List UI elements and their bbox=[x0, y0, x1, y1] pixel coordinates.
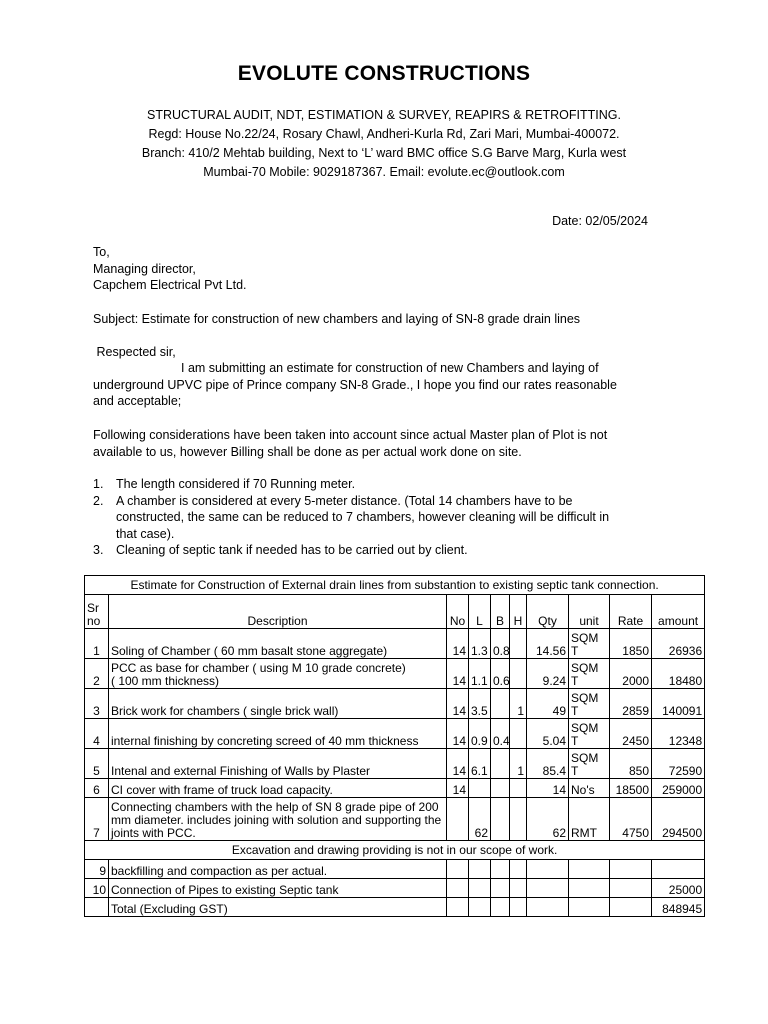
cell-description: Brick work for chambers ( single brick wall) bbox=[109, 689, 447, 719]
cell-l: 1.3 bbox=[469, 629, 491, 659]
cell-sr: 7 bbox=[85, 798, 109, 841]
subject-line: Subject: Estimate for construction of new chambers and laying of SN-8 grade drain lines bbox=[93, 312, 581, 326]
cell-sr: 3 bbox=[85, 689, 109, 719]
cell-l: 62 bbox=[469, 798, 491, 841]
header-b: B bbox=[491, 595, 510, 629]
list-item: 2. A chamber is considered at every 5-meter distance. (Total 14 chambers have to be constructed, the same can be reduced to 7 chambers, however cleaning will be difficult in that case). bbox=[93, 493, 610, 541]
salutation: Respected sir, bbox=[93, 345, 176, 359]
total-label: Total (Excluding GST) bbox=[109, 898, 447, 917]
cell-h bbox=[510, 719, 527, 749]
cell-description: internal finishing by concreting screed of 40 mm thickness bbox=[109, 719, 447, 749]
cell-amount: 12348 bbox=[652, 719, 705, 749]
cell-sr: 2 bbox=[85, 659, 109, 689]
cell-h bbox=[510, 659, 527, 689]
cell-amount: 18480 bbox=[652, 659, 705, 689]
cell-b bbox=[491, 749, 510, 779]
cell-b bbox=[491, 798, 510, 841]
cell-description: Connection of Pipes to existing Septic tank bbox=[109, 879, 447, 898]
cell-l bbox=[469, 779, 491, 798]
cell-description: backfilling and compaction as per actual. bbox=[109, 860, 447, 879]
list-item: 1. The length considered if 70 Running meter. bbox=[93, 477, 356, 491]
table-header-row bbox=[85, 595, 705, 629]
cell-b bbox=[491, 689, 510, 719]
company-name: EVOLUTE CONSTRUCTIONS bbox=[237, 62, 531, 85]
cell-sr: 5 bbox=[85, 749, 109, 779]
cell-no bbox=[447, 798, 469, 841]
header-rate: Rate bbox=[610, 595, 652, 629]
cell-no: 14 bbox=[447, 689, 469, 719]
cell-description: Connecting chambers with the help of SN 8 grade pipe of 200 mm diameter. includes joining with solution and supporting the joints with PCC. bbox=[109, 798, 447, 841]
cell-amount bbox=[652, 860, 705, 879]
total-amount: 848945 bbox=[652, 898, 705, 917]
paragraph-intro: I am submitting an estimate for construction of new Chambers and laying of underground UPVC pipe of Prince company SN-8 Grade., I hope you find our rates reasonable and acceptable; bbox=[93, 361, 617, 408]
cell-rate: 2859 bbox=[610, 689, 652, 719]
cell-h bbox=[510, 779, 527, 798]
recipient-company: Capchem Electrical Pvt Ltd. bbox=[93, 278, 247, 292]
cell-qty: 9.24 bbox=[527, 659, 569, 689]
header-sr-no: Sr no bbox=[85, 595, 109, 629]
cell-qty: 85.4 bbox=[527, 749, 569, 779]
cell-amount: 294500 bbox=[652, 798, 705, 841]
cell-rate: 4750 bbox=[610, 798, 652, 841]
header-qty: Qty bbox=[527, 595, 569, 629]
header-amount: amount bbox=[652, 595, 705, 629]
header-description: Description bbox=[109, 595, 447, 629]
header-h: H bbox=[510, 595, 527, 629]
cell-no: 14 bbox=[447, 779, 469, 798]
cell-h: 1 bbox=[510, 689, 527, 719]
registered-address: Regd: House No.22/24, Rosary Chawl, Andheri-Kurla Rd, Zari Mari, Mumbai-400072. bbox=[148, 127, 620, 141]
cell-description: Intenal and external Finishing of Walls by Plaster bbox=[109, 749, 447, 779]
cell-l: 0.9 bbox=[469, 719, 491, 749]
cell-l: 6.1 bbox=[469, 749, 491, 779]
header-unit: unit bbox=[569, 595, 610, 629]
paragraph-considerations: Following considerations have been taken into account since actual Master plan of Plot is not available to us, however Billing shall be done as per actual work done on site. bbox=[93, 428, 608, 459]
table-row bbox=[85, 689, 705, 719]
table-row bbox=[85, 860, 705, 879]
table-row bbox=[85, 779, 705, 798]
cell-unit: SQM T bbox=[569, 629, 610, 659]
cell-sr: 9 bbox=[85, 860, 109, 879]
cell-description: PCC as base for chamber ( using M 10 grade concrete) ( 100 mm thickness) bbox=[109, 659, 447, 689]
table-row bbox=[85, 749, 705, 779]
cell-sr: 10 bbox=[85, 879, 109, 898]
cell-amount: 26936 bbox=[652, 629, 705, 659]
cell-sr: 1 bbox=[85, 629, 109, 659]
cell-rate: 18500 bbox=[610, 779, 652, 798]
cell-unit: SQM T bbox=[569, 659, 610, 689]
cell-h bbox=[510, 629, 527, 659]
cell-description: Soling of Chamber ( 60 mm basalt stone aggregate) bbox=[109, 629, 447, 659]
cell-unit: RMT bbox=[569, 798, 610, 841]
cell-rate: 2450 bbox=[610, 719, 652, 749]
cell-rate: 2000 bbox=[610, 659, 652, 689]
table-title: Estimate for Construction of External drain lines from substantion to existing septic tank connection. bbox=[85, 576, 705, 595]
table-row bbox=[85, 719, 705, 749]
contact-details: Mumbai-70 Mobile: 9029187367. Email: evolute.ec@outlook.com bbox=[203, 165, 565, 179]
considerations-list bbox=[93, 476, 633, 559]
cell-qty: 5.04 bbox=[527, 719, 569, 749]
list-item: 3. Cleaning of septic tank if needed has to be carried out by client. bbox=[93, 543, 468, 557]
cell-h: 1 bbox=[510, 749, 527, 779]
cell-qty: 14.56 bbox=[527, 629, 569, 659]
cell-qty: 49 bbox=[527, 689, 569, 719]
cell-no: 14 bbox=[447, 659, 469, 689]
header-l: L bbox=[469, 595, 491, 629]
scope-note: Excavation and drawing providing is not in our scope of work. bbox=[85, 841, 705, 860]
cell-b: 0.6 bbox=[491, 659, 510, 689]
cell-no: 14 bbox=[447, 719, 469, 749]
header-no: No bbox=[447, 595, 469, 629]
cell-qty: 14 bbox=[527, 779, 569, 798]
recipient-title: Managing director, bbox=[93, 261, 196, 276]
cell-b: 0.8 bbox=[491, 629, 510, 659]
table-row bbox=[85, 879, 705, 898]
company-services: STRUCTURAL AUDIT, NDT, ESTIMATION & SURVEY, REAPIRS & RETROFITTING. bbox=[147, 108, 621, 122]
letter-date: Date: 02/05/2024 bbox=[552, 214, 648, 228]
cell-qty: 62 bbox=[527, 798, 569, 841]
cell-l: 3.5 bbox=[469, 689, 491, 719]
cell-rate: 850 bbox=[610, 749, 652, 779]
cell-unit: SQM T bbox=[569, 749, 610, 779]
table-row bbox=[85, 798, 705, 841]
cell-amount: 25000 bbox=[652, 879, 705, 898]
cell-b bbox=[491, 779, 510, 798]
cell-h bbox=[510, 798, 527, 841]
branch-address: Branch: 410/2 Mehtab building, Next to ‘L’ ward BMC office S.G Barve Marg, Kurla west bbox=[141, 146, 627, 160]
cell-b: 0.4 bbox=[491, 719, 510, 749]
cell-amount: 140091 bbox=[652, 689, 705, 719]
cell-sr: 4 bbox=[85, 719, 109, 749]
estimate-table bbox=[84, 575, 705, 917]
recipient-to: To, bbox=[93, 245, 110, 259]
cell-unit: SQM T bbox=[569, 689, 610, 719]
cell-amount: 259000 bbox=[652, 779, 705, 798]
cell-description: CI cover with frame of truck load capacity. bbox=[109, 779, 447, 798]
cell-rate: 1850 bbox=[610, 629, 652, 659]
cell-sr: 6 bbox=[85, 779, 109, 798]
recipient-block bbox=[93, 244, 623, 294]
cell-no: 14 bbox=[447, 749, 469, 779]
cell-l: 1.1 bbox=[469, 659, 491, 689]
cell-unit: No's bbox=[569, 779, 610, 798]
cell-amount: 72590 bbox=[652, 749, 705, 779]
total-row bbox=[85, 898, 705, 917]
cell-no: 14 bbox=[447, 629, 469, 659]
cell-unit: SQM T bbox=[569, 719, 610, 749]
table-row bbox=[85, 659, 705, 689]
table-row bbox=[85, 629, 705, 659]
